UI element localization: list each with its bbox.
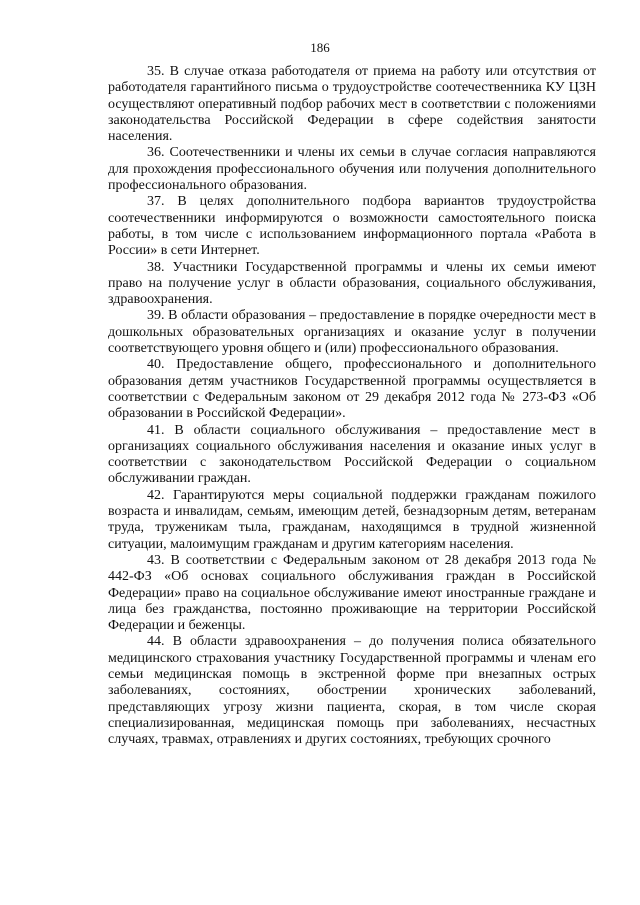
paragraph-42: 42. Гарантируются меры социальной поддержки гражданам пожилого возраста и инвалидам, семьям, имеющим детей, безнадзорным детям, ветеранам труда, труженикам тыла, гражданам, находящимся в трудной жизненной ситуации, малоимущим гражданам и другим категориям населения. [108,487,596,552]
paragraph-41: 41. В области социального обслуживания – предоставление мест в организациях социального обслуживания населения и оказание иных услуг в соответствии с законодательством Российской Федерации о социальном обслуживании граждан. [108,422,596,487]
paragraph-39: 39. В области образования – предоставление в порядке очередности мест в дошкольных образовательных организациях и оказание услуг в получении соответствующего уровня общего и (или) профессионального образования. [108,308,596,357]
paragraph-43: 43. В соответствии с Федеральным законом от 28 декабря 2013 года № 442-ФЗ «Об основах социального обслуживания граждан в Российской Федерации» право на социальное обслуживание имеют иностранные граждане и лица без гражданства, постоянно проживающие на территории Российской Федерации и беженцы. [108,552,596,634]
paragraph-44: 44. В области здравоохранения – до получения полиса обязательного медицинского страхования участнику Государственной программы и членам его семьи медицинская помощь в экстренной форме при внезапных острых заболеваниях, состояниях, обострении хронических заболеваний, представляющих угрозу жизни пациента, скорая, в том числе скорая специализированная, медицинская помощь при заболеваниях, несчастных случаях, травмах, отравлениях и других состояниях, требующих срочного [108,634,596,748]
paragraph-35: 35. В случае отказа работодателя от приема на работу или отсутствия от работодателя гарантийного письма о трудоустройстве соотечественника КУ ЦЗН осуществляют оперативный подбор рабочих мест в соответствии с положениями законодательства Российской Федерации в сфере содействия занятости населения. [108,64,596,145]
page-number: 186 [310,40,330,55]
paragraph-38: 38. Участники Государственной программы и члены их семьи имеют право на получение услуг в области образования, социального обслуживания, здравоохранения. [108,259,596,308]
paragraph-40: 40. Предоставление общего, профессионального и дополнительного образования детям участников Государственной программы осуществляется в соответствии с Федеральным законом от 29 декабря 2012 года № 273-ФЗ «Об образовании в Российской Федерации». [108,357,596,422]
paragraph-37: 37. В целях дополнительного подбора вариантов трудоустройства соотечественники информируются о возможности самостоятельного поиска работы, в том числе с использованием информационного портала «Работа в России» в сети Интернет. [108,194,596,259]
document-body [108,64,596,748]
paragraph-36: 36. Соотечественники и члены их семьи в случае согласия направляются для прохождения профессионального обучения или получения дополнительного профессионального образования. [108,145,596,194]
